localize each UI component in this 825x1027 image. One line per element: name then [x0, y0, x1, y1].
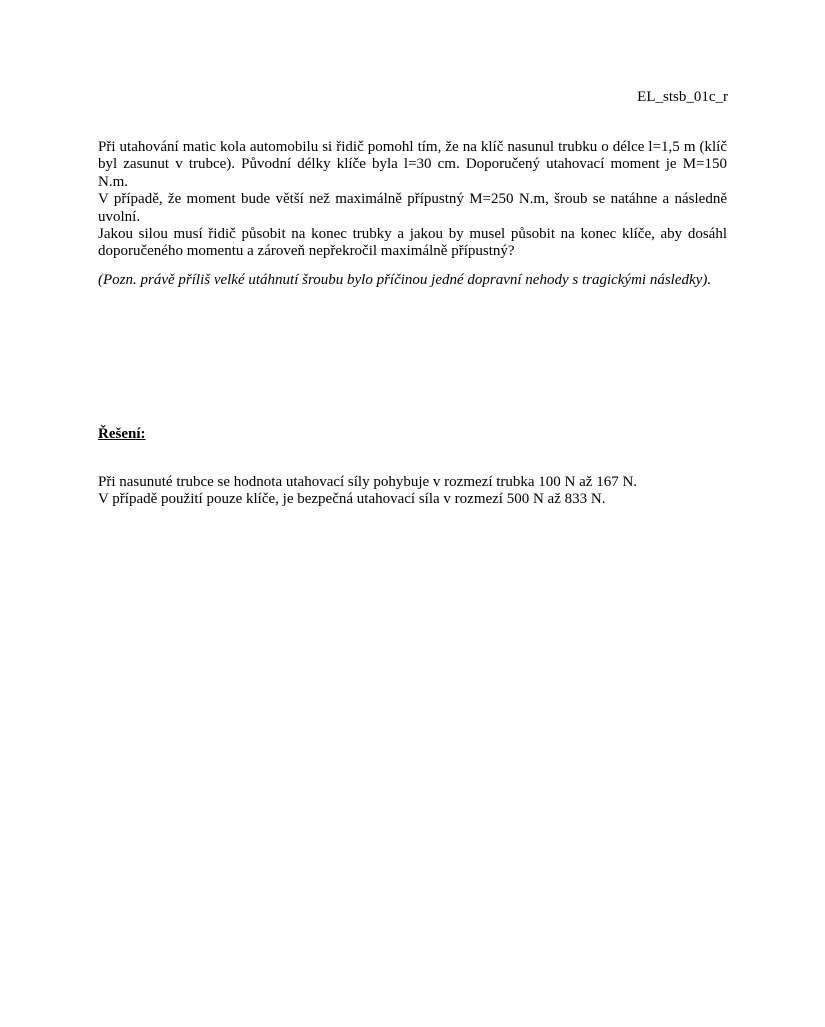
- problem-paragraph-2: V případě, že moment bude větší než maximálně přípustný M=250 N.m, šroub se natáhne a následně uvolní.: [98, 191, 727, 225]
- problem-paragraph-3: Jakou silou musí řidič působit na konec trubky a jakou by musel působit na konec klíče, aby dosáhl doporučeného momentu a zároveň nepřekročil maximálně přípustný?: [98, 226, 727, 260]
- solution-heading: Řešení:: [98, 426, 146, 442]
- solution-line-2: V případě použití pouze klíče, je bezpečná utahovací síla v rozmezí 500 N až 833 N.: [98, 491, 606, 508]
- solution-body: [98, 474, 727, 509]
- solution-line-1: Při nasunuté trubce se hodnota utahovací síly pohybuje v rozmezí trubka 100 N až 167 N.: [98, 474, 638, 490]
- problem-paragraph-1: Při utahování matic kola automobilu si řidič pomohl tím, že na klíč nasunul trubku o délce l=1,5 m (klíč byl zasunut v trubce). Původní délky klíče byla l=30 cm. Doporučený utahovací moment je M=150 N.m.: [98, 139, 727, 190]
- problem-note: (Pozn. právě příliš velké utáhnutí šroubu bylo příčinou jedné dopravní nehody s tragickými následky).: [98, 272, 712, 288]
- problem-statement: [98, 139, 727, 261]
- document-id: EL_stsb_01c_r: [637, 89, 728, 105]
